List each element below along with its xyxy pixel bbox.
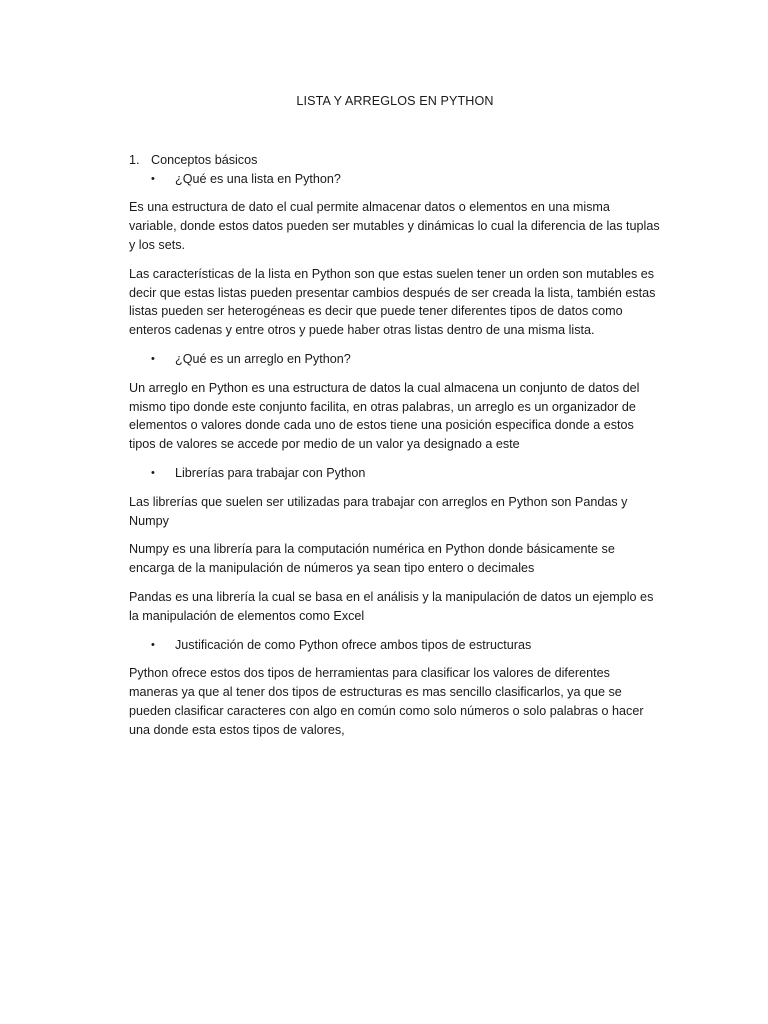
paragraph: Python ofrece estos dos tipos de herramientas para clasificar los valores de diferentes maneras ya que al tener dos tipos de estructuras es mas sencillo clasificarlos, ya que se pueden clasificar caracteres con algo en común como solo números o solo palabras o hacer una donde esta estos tipos de valores, [129,666,644,737]
paragraph: Las características de la lista en Python son que estas suelen tener un orden son mutables es decir que estas listas pueden presentar cambios después de ser creada la lista, también estas listas pueden ser heterogéneas es decir que puede tener diferentes tipos de datos como enteros cadenas y entre otros y puede haber otras listas dentro de una misma lista. [129,266,656,338]
bullet-text: ¿Qué es un arreglo en Python? [175,351,351,366]
section-label: Conceptos básicos [151,152,258,167]
bullet-icon: • [151,638,155,651]
bullet-item [129,170,661,189]
bullet-icon: • [151,172,155,185]
section-heading [129,151,661,170]
paragraph: Es una estructura de dato el cual permite almacenar datos o elementos en una misma variable, donde estos datos pueden ser mutables y dinámicas lo cual la diferencia de las tuplas y los sets. [129,200,660,252]
bullet-item [129,350,661,369]
bullet-item [129,464,661,483]
bullet-text: Librerías para trabajar con Python [175,465,366,480]
document-title: LISTA Y ARREGLOS EN PYTHON [296,94,494,108]
bullet-text: ¿Qué es una lista en Python? [175,171,341,186]
section-number: 1. [129,152,140,167]
paragraph: Las librerías que suelen ser utilizadas para trabajar con arreglos en Python son Pandas y Numpy [129,494,628,528]
bullet-text: Justificación de como Python ofrece ambos tipos de estructuras [175,637,532,652]
document-body [129,92,661,750]
bullet-icon: • [151,352,155,365]
paragraph: Numpy es una librería para la computación numérica en Python donde básicamente se encarga de la manipulación de números ya sean tipo entero o decimales [129,542,615,576]
bullet-item [129,636,661,655]
bullet-icon: • [151,466,155,479]
paragraph: Un arreglo en Python es una estructura de datos la cual almacena un conjunto de datos del mismo tipo donde este conjunto facilita, en otras palabras, un arreglo es un organizador de elementos o valores donde cada uno de estos tiene una posición especifica donde a estos tipos de valores se accede por medio de un valor ya designado a este [129,380,640,452]
paragraph: Pandas es una librería la cual se basa en el análisis y la manipulación de datos un ejemplo es la manipulación de elementos como Excel [129,589,654,623]
